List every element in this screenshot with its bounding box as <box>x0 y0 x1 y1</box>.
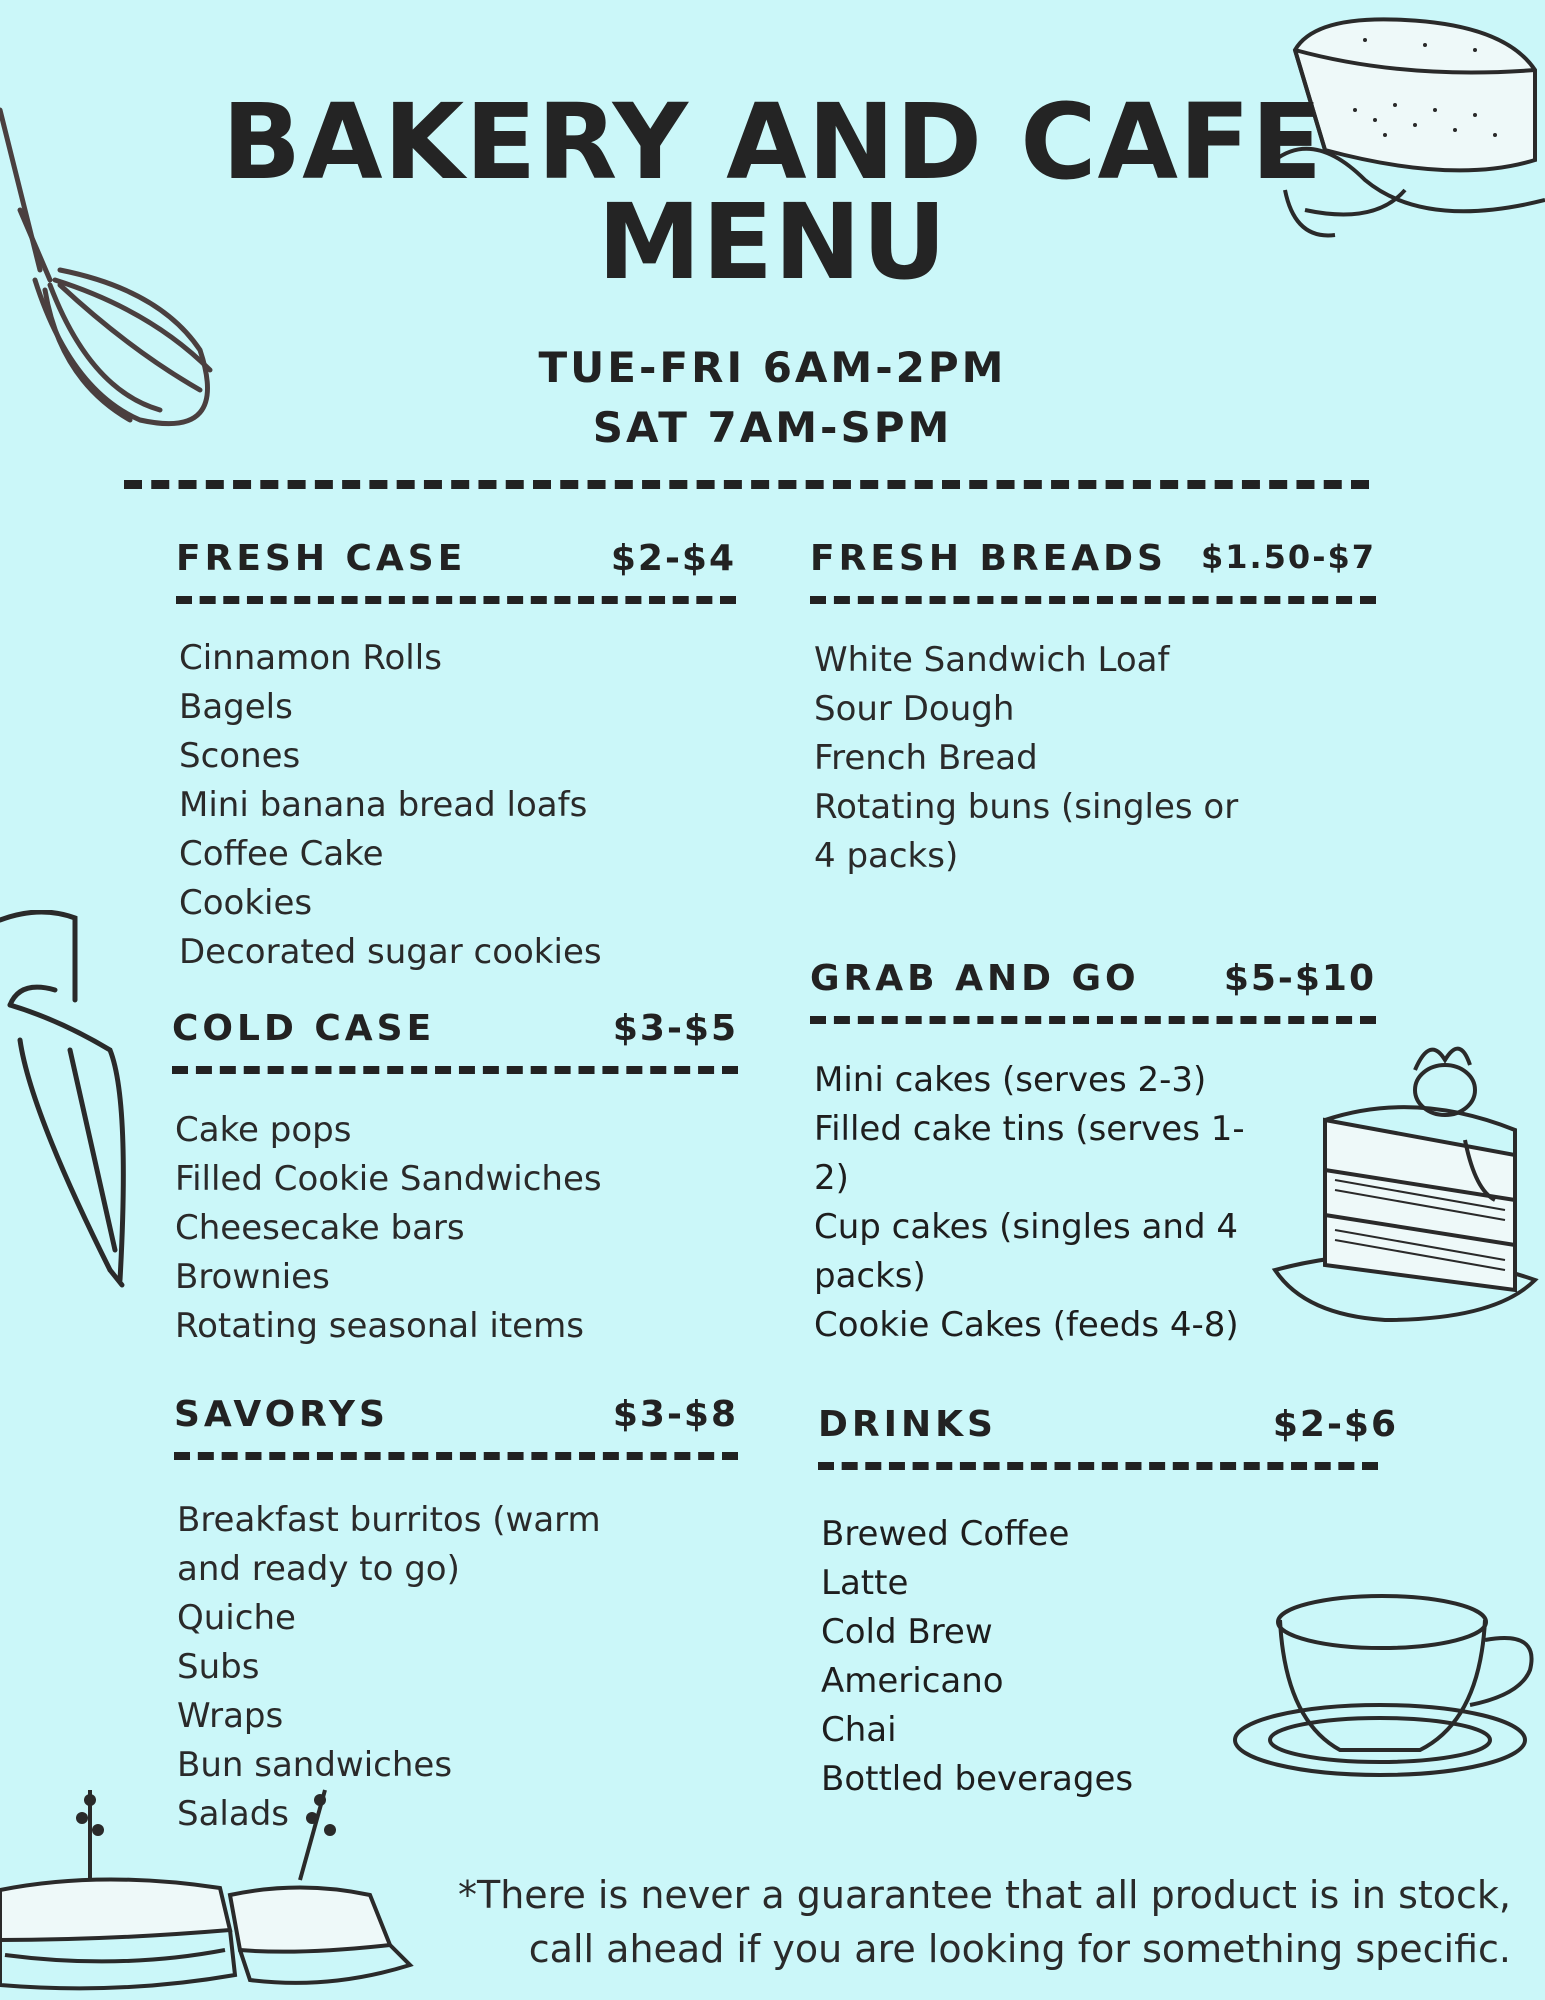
disclaimer-line-2: call ahead if you are looking for something specific. <box>528 1927 1511 1971</box>
item-list <box>810 636 1376 881</box>
list-item: Scones <box>179 736 301 776</box>
list-item: 2) <box>814 1158 849 1198</box>
section-header <box>810 958 1376 1008</box>
section-price: $2-$4 <box>610 538 736 579</box>
hours-line-1: TUE-FRI 6AM-2PM <box>538 343 1007 392</box>
list-item: Mini banana bread loafs <box>179 785 588 825</box>
section-price: $3-$8 <box>612 1394 738 1435</box>
section-divider <box>810 596 1376 604</box>
list-item: Cookie Cakes (feeds 4-8) <box>814 1305 1239 1345</box>
section-name: SAVORYS <box>174 1394 389 1435</box>
list-item: Filled Cookie Sandwiches <box>175 1159 602 1199</box>
list-item: Wraps <box>177 1696 284 1736</box>
list-item: French Bread <box>814 738 1038 778</box>
disclaimer-line-1: *There is never a guarantee that all product is in stock, <box>457 1873 1511 1917</box>
section-name: FRESH BREADS <box>810 538 1167 579</box>
section-name: FRESH CASE <box>176 538 467 579</box>
title-divider <box>124 480 1369 489</box>
list-item: Bottled beverages <box>821 1759 1134 1799</box>
list-item: Bagels <box>179 687 293 727</box>
item-list <box>172 1106 738 1351</box>
list-item: Rotating buns (singles or <box>814 787 1239 827</box>
opening-hours <box>300 338 1245 458</box>
list-item: 4 packs) <box>814 836 959 876</box>
section-fresh-case <box>176 538 736 977</box>
section-price: $2-$6 <box>1272 1404 1398 1445</box>
list-item: White Sandwich Loaf <box>814 640 1170 680</box>
item-list <box>818 1510 1398 1804</box>
list-item: Sour Dough <box>814 689 1015 729</box>
section-cold-case <box>172 1008 738 1351</box>
list-item: Breakfast burritos (warm <box>177 1500 601 1540</box>
list-item: Mini cakes (serves 2-3) <box>814 1060 1207 1100</box>
list-item: Chai <box>821 1710 897 1750</box>
section-price: $1.50-$7 <box>1200 538 1376 576</box>
list-item: Decorated sugar cookies <box>179 932 602 972</box>
section-price: $3-$5 <box>612 1008 738 1049</box>
section-header <box>176 538 736 588</box>
section-price: $5-$10 <box>1223 958 1376 999</box>
list-item: packs) <box>814 1256 926 1296</box>
section-divider <box>174 1452 738 1460</box>
list-item: Cup cakes (singles and 4 <box>814 1207 1238 1247</box>
list-item: Rotating seasonal items <box>175 1306 584 1346</box>
title-line-1: BAKERY AND CAFE <box>221 81 1324 203</box>
section-header <box>174 1394 738 1444</box>
section-divider <box>176 596 736 604</box>
list-item: Cinnamon Rolls <box>179 638 442 678</box>
item-list <box>174 1496 738 1839</box>
item-list <box>176 634 736 977</box>
list-item: Latte <box>821 1563 909 1603</box>
stock-disclaimer <box>458 1868 1511 1976</box>
list-item: and ready to go) <box>177 1549 460 1589</box>
list-item: Bun sandwiches <box>177 1745 453 1785</box>
piping-bag-icon <box>0 910 140 1290</box>
section-divider <box>818 1462 1378 1470</box>
section-name: GRAB AND GO <box>810 958 1140 999</box>
list-item: Filled cake tins (serves 1- <box>814 1109 1245 1149</box>
item-list <box>810 1056 1376 1350</box>
list-item: Cheesecake bars <box>175 1208 465 1248</box>
list-item: Brewed Coffee <box>821 1514 1070 1554</box>
page-title <box>200 81 1345 303</box>
section-name: DRINKS <box>818 1404 997 1445</box>
list-item: Subs <box>177 1647 260 1687</box>
whisk-icon <box>0 90 230 440</box>
list-item: Brownies <box>175 1257 330 1297</box>
section-divider <box>172 1066 738 1074</box>
section-name: COLD CASE <box>172 1008 436 1049</box>
section-fresh-breads <box>810 538 1376 881</box>
list-item: Americano <box>821 1661 1004 1701</box>
list-item: Cookies <box>179 883 313 923</box>
section-divider <box>810 1016 1376 1024</box>
section-header <box>818 1404 1398 1454</box>
hours-line-2: SAT 7AM-SPM <box>592 403 953 452</box>
section-drinks <box>818 1404 1398 1804</box>
section-header <box>810 538 1376 588</box>
title-line-2: MENU <box>597 181 948 303</box>
section-header <box>172 1008 738 1058</box>
list-item: Cake pops <box>175 1110 352 1150</box>
list-item: Quiche <box>177 1598 296 1638</box>
section-grab-and-go <box>810 958 1376 1350</box>
section-savorys <box>174 1394 738 1839</box>
list-item: Coffee Cake <box>179 834 384 874</box>
list-item: Cold Brew <box>821 1612 993 1652</box>
list-item: Salads <box>177 1794 289 1834</box>
